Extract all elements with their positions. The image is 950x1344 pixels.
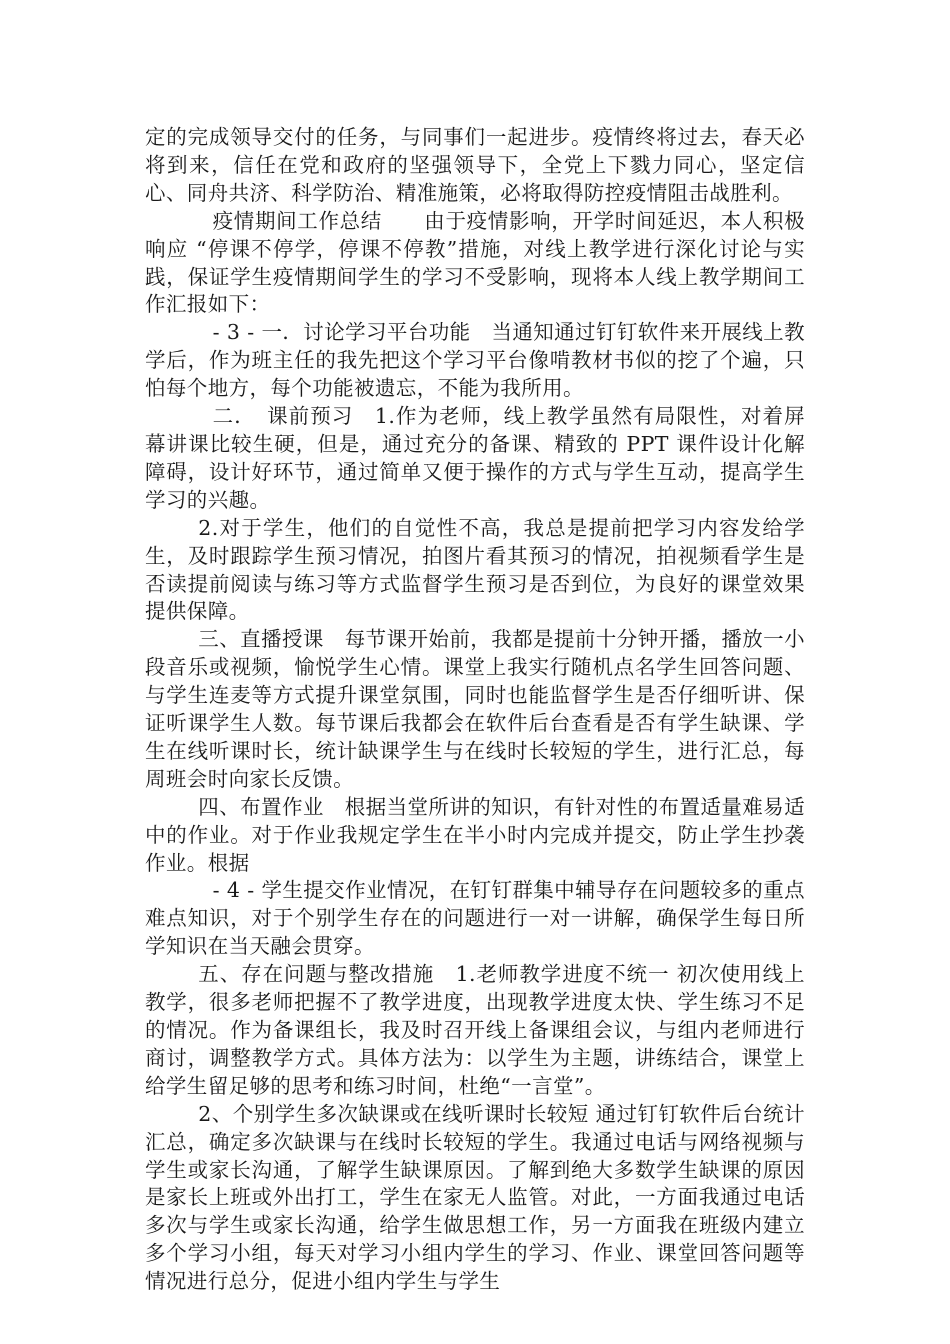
paragraph-preview-teacher: 二． 课前预习 1.作为老师，线上教学虽然有局限性，对着屏幕讲课比较生硬，但是，通过充分的备课、精致的 PPT 课件设计化解障碍，设计好环节，通过简单又便于操作的方式与学生互动，提高学生学习的兴趣。 — [145, 404, 805, 512]
paragraph-problems-progress: 五、存在问题与整改措施 1.老师教学进度不统一 初次使用线上教学，很多老师把握不了教学进度，出现教学进度太快、学生练习不足的情况。作为备课组长，我及时召开线上备课组会议，与组内老师进行商讨，调整教学方式。具体方法为：以学生为主题，讲练结合，课堂上给学生留足够的思考和练习时间，杜绝“一言堂”。 — [145, 962, 805, 1098]
paragraph-homework: 四、布置作业 根据当堂所讲的知识，有针对性的布置适量难易适中的作业。对于作业我规定学生在半小时内完成并提交，防止学生抄袭作业。根据 — [145, 794, 805, 875]
document-page — [145, 124, 805, 1296]
paragraph-platform: - 3 - 一．讨论学习平台功能 当通知通过钉钉软件来开展线上教学后，作为班主任的我先把这个学习平台像啃教材书似的挖了个遍，只怕每个地方，每个功能被遗忘，不能为我所用。 — [145, 320, 805, 401]
paragraph-problems-absence: 2、个别学生多次缺课或在线听课时长较短 通过钉钉软件后台统计汇总，确定多次缺课与在线时长较短的学生。我通过电话与网络视频与学生或家长沟通，了解学生缺课原因。了解到绝大多数学生缺课的原因是家长上班或外出打工，学生在家无人监管。对此，一方面我通过电话多次与学生或家长沟通，给学生做思想工作，另一方面我在班级内建立多个学习小组，每天对学习小组内学生的学习、作业、课堂回答问题等情况进行总分，促进小组内学生与学生 — [145, 1101, 805, 1294]
paragraph-summary-intro: 疫情期间工作总结 由于疫情影响，开学时间延迟，本人积极响应 “停课不停学，停课不停教”措施，对线上教学进行深化讨论与实践，保证学生疫情期间学生的学习不受影响，现将本人线上教学期间工作汇报如下： — [145, 208, 805, 317]
paragraph-live-class: 三、直播授课 每节课开始前，我都是提前十分钟开播，播放一小段音乐或视频，愉悦学生心情。课堂上我实行随机点名学生回答问题、与学生连麦等方式提升课堂氛围，同时也能监督学生是否仔细听讲、保证听课学生人数。每节课后我都会在软件后台查看是否有学生缺课、学生在线听课时长，统计缺课学生与在线时长较短的学生，进行汇总，每周班会时向家长反馈。 — [145, 627, 805, 791]
paragraph-homework-feedback: - 4 - 学生提交作业情况，在钉钉群集中辅导存在问题较多的重点难点知识，对于个别学生存在的问题进行一对一讲解，确保学生每日所学知识在当天融会贯穿。 — [145, 878, 805, 959]
paragraph-preview-student: 2.对于学生，他们的自觉性不高，我总是提前把学习内容发给学生，及时跟踪学生预习情况，拍图片看其预习的情况，拍视频看学生是否读提前阅读与练习等方式监督学生预习是否到位，为良好的课堂效果提供保障。 — [145, 515, 805, 624]
paragraph-continuation: 定的完成领导交付的任务，与同事们一起进步。疫情终将过去，春天必将到来，信任在党和政府的坚强领导下，全党上下戮力同心，坚定信心、同舟共济、科学防治、精准施策，必将取得防控疫情阻击战胜利。 — [145, 125, 805, 205]
